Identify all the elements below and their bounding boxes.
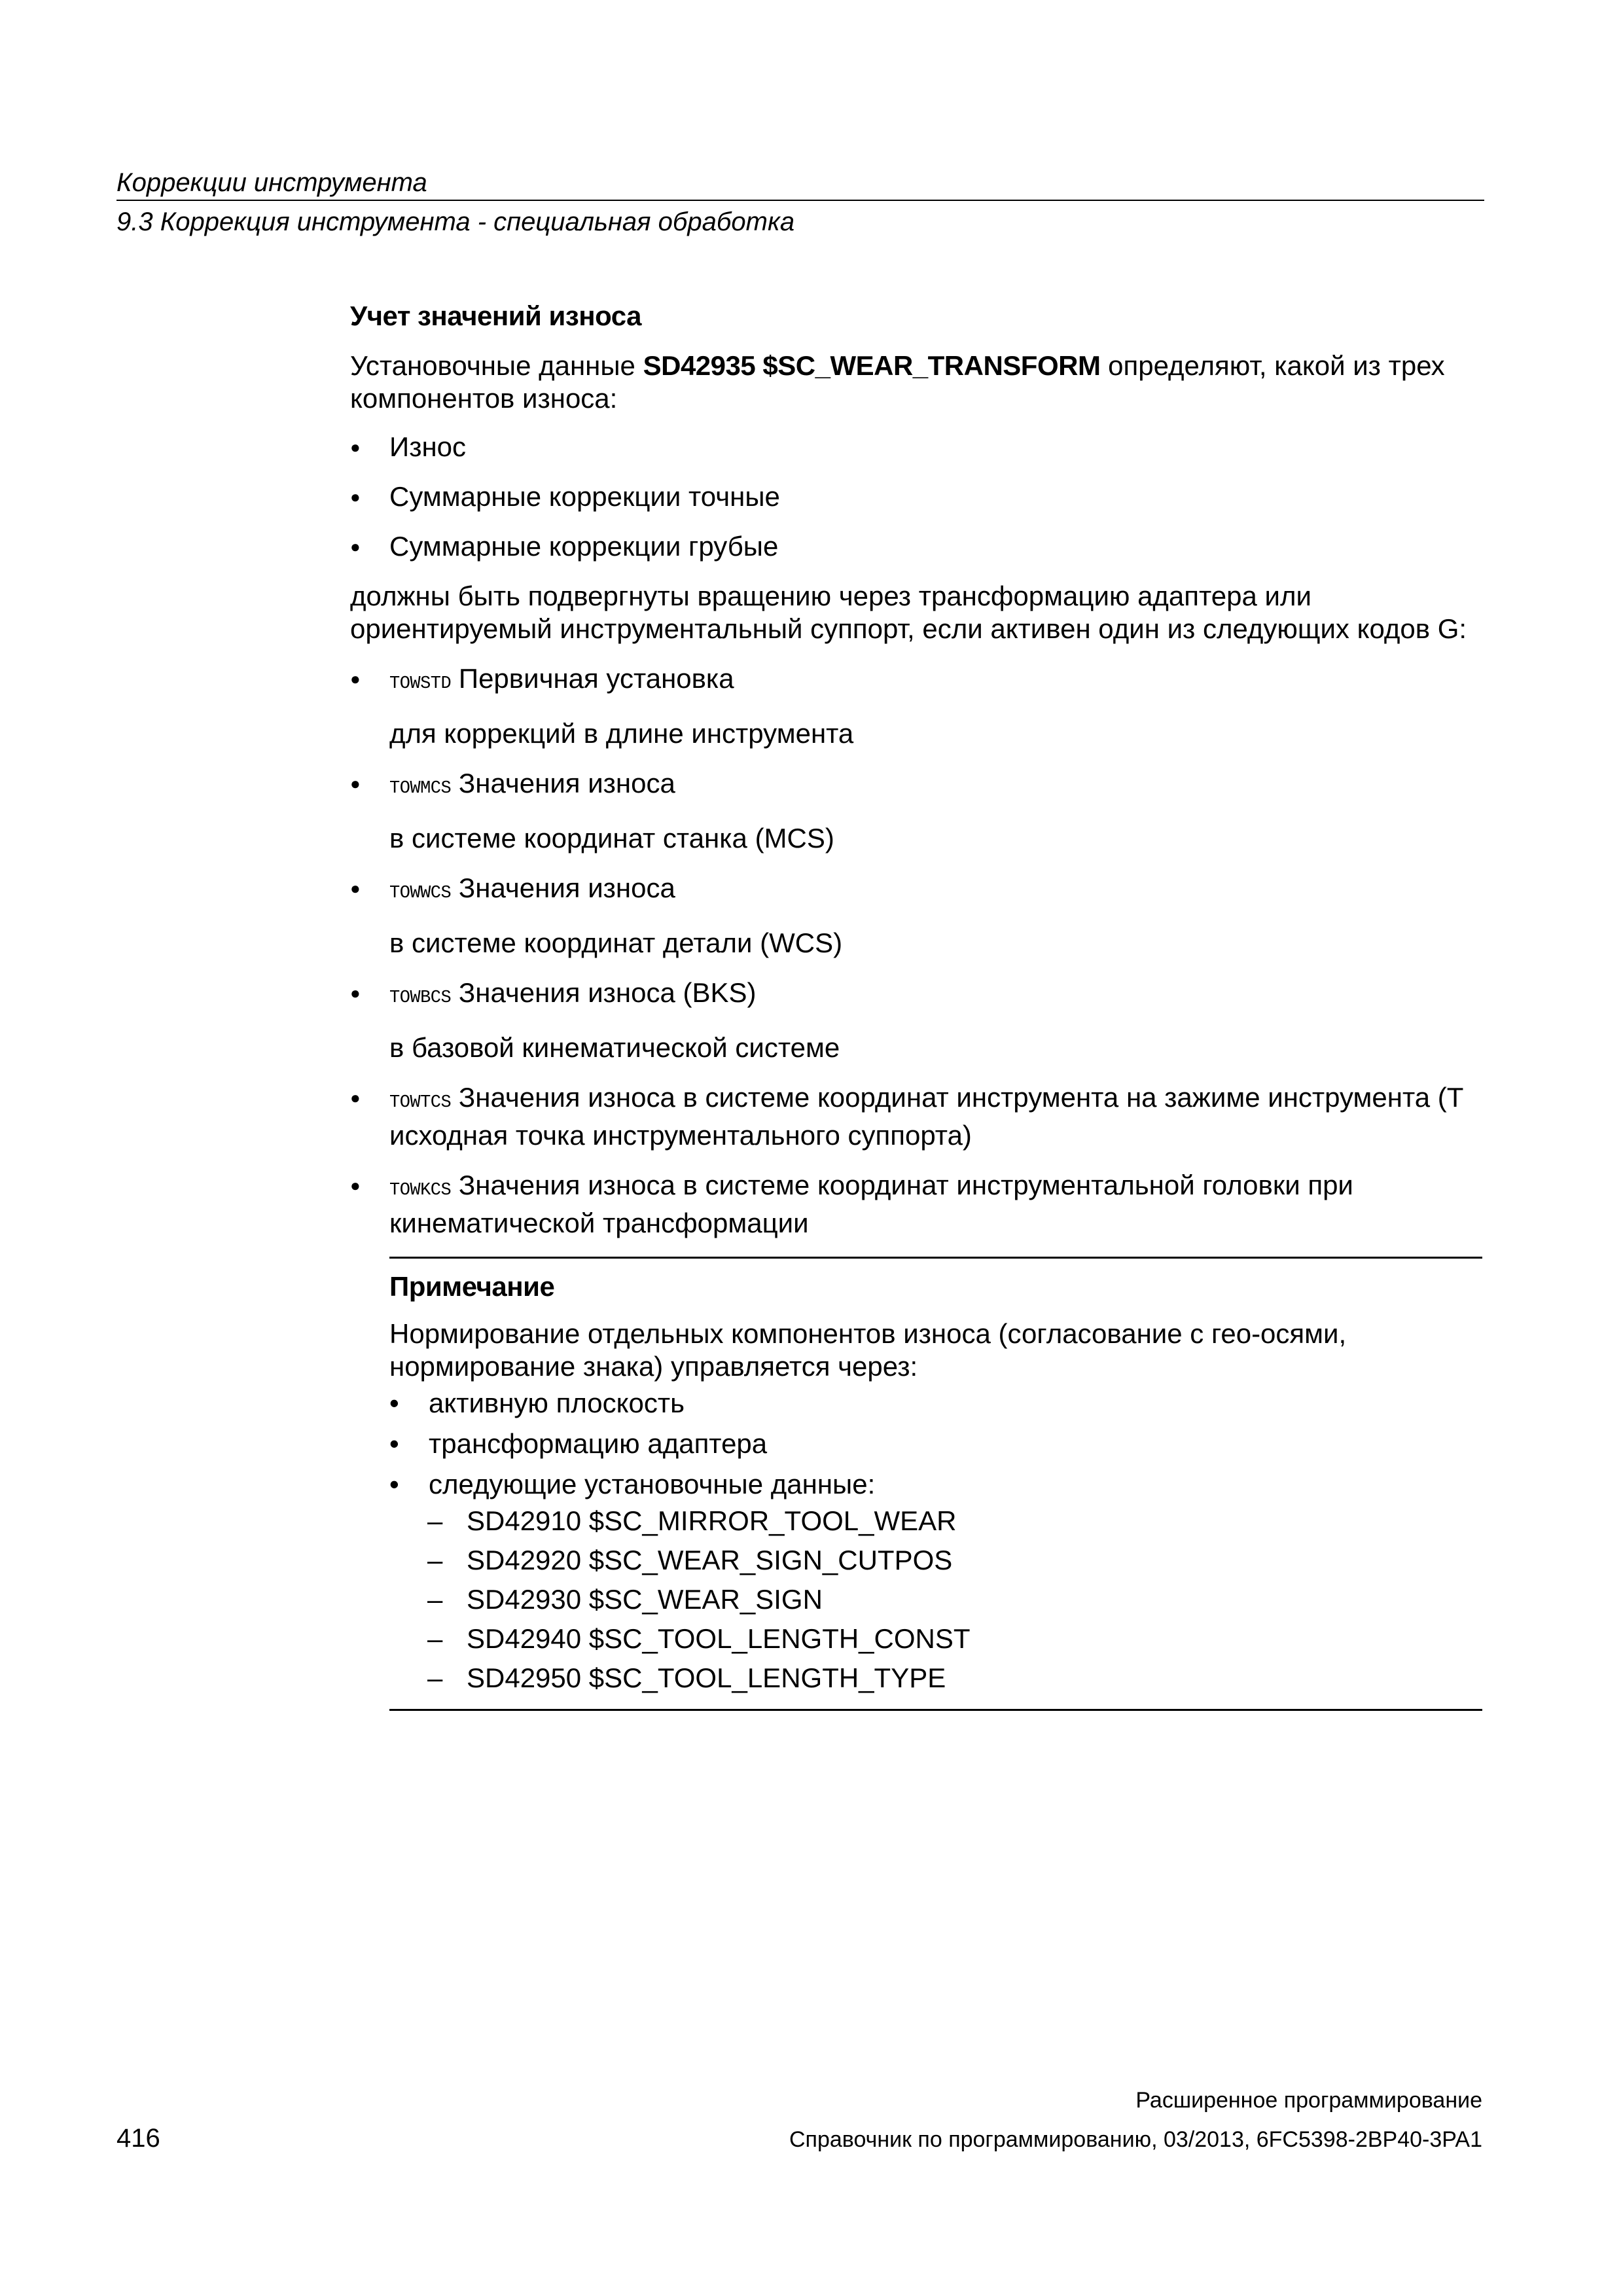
gcode-item-towwcs [350, 872, 1482, 960]
gcode-item-towbcs [350, 977, 1482, 1064]
gcode-description: Значения износа [451, 768, 675, 798]
gcode-description: Значения износа в системе координат инструментальной головки при кинематической трансформации [389, 1170, 1353, 1238]
gcode-subtext: в системе координат детали (WCS) [389, 927, 843, 958]
gcode-subtext: в базовой кинематической системе [389, 1032, 840, 1063]
gcode-item-towtcs [350, 1081, 1482, 1152]
intro-paragraph [350, 350, 1482, 415]
settings-list [427, 1505, 1482, 1695]
gcode-item-towmcs [350, 767, 1482, 855]
list-item [389, 1468, 1482, 1695]
gcode-label: TOWKCS [389, 1181, 452, 1200]
gcode-label: TOWSTD [389, 674, 452, 694]
gcode-label: TOWWCS [389, 884, 452, 903]
main-content [350, 300, 1482, 1711]
intro-suffix: определяют, какой из трех компонентов износа: [350, 350, 1445, 414]
header-chapter: Коррекции инструмента [116, 168, 427, 197]
setting-item: – SD42940 $SC_TOOL_LENGTH_CONST [427, 1623, 1482, 1655]
footer-book-title: Расширенное программирование [1135, 2088, 1482, 2113]
intro-setting-name: SD42935 $SC_WEAR_TRANSFORM [643, 350, 1101, 381]
list-item-text: следующие установочные данные: [429, 1469, 876, 1499]
gcode-label: TOWMCS [389, 779, 452, 798]
page-number: 416 [116, 2124, 160, 2153]
gcode-subtext: в системе координат станка (MCS) [389, 823, 834, 853]
gcode-label: TOWBCS [389, 988, 452, 1008]
header-rule [116, 200, 1484, 201]
intro-prefix: Установочные данные [350, 350, 643, 381]
note-box [389, 1257, 1482, 1711]
wear-components-list [350, 431, 1482, 563]
gcode-item-towkcs [350, 1169, 1482, 1240]
note-text: Нормирование отдельных компонентов износа (согласование с гео-осями, нормирование знака) управляется через: [389, 1318, 1347, 1382]
setting-item: – SD42910 $SC_MIRROR_TOOL_WEAR [427, 1505, 1482, 1537]
list-item: ● Суммарные коррекции грубые [350, 530, 1482, 563]
list-item: • активную плоскость [389, 1387, 1482, 1420]
setting-item: – SD42920 $SC_WEAR_SIGN_CUTPOS [427, 1544, 1482, 1577]
note-title: Примечание [389, 1271, 555, 1302]
gcode-description: Значения износа [451, 872, 675, 903]
list-item: • трансформацию адаптера [389, 1427, 1482, 1460]
gcode-description: Первичная установка [451, 663, 734, 694]
gcode-label: TOWTCS [389, 1093, 452, 1113]
list-item: ● Суммарные коррекции точные [350, 480, 1482, 513]
gcode-subtext: для коррекций в длине инструмента [389, 718, 854, 749]
header-section: 9.3 Коррекция инструмента - специальная обработка [116, 207, 795, 236]
section-title: Учет значений износа [350, 300, 641, 331]
footer-reference: Справочник по программированию, 03/2013, 6FC5398-2BP40-3PA1 [789, 2127, 1482, 2152]
gcode-intro-paragraph: должны быть подвергнуты вращению через трансформацию адаптера или ориентируемый инструментальный суппорт, если активен один из следующих кодов G: [350, 581, 1467, 644]
setting-item: – SD42950 $SC_TOOL_LENGTH_TYPE [427, 1662, 1482, 1695]
gcode-list [350, 662, 1482, 1240]
gcode-item-towstd [350, 662, 1482, 750]
setting-item: – SD42930 $SC_WEAR_SIGN [427, 1583, 1482, 1616]
list-item: ● Износ [350, 431, 1482, 463]
gcode-description: Значения износа (BKS) [451, 977, 757, 1008]
note-list [389, 1387, 1482, 1695]
gcode-description: Значения износа в системе координат инструмента на зажиме инструмента (T исходная точка инструментального суппорта) [389, 1082, 1463, 1151]
